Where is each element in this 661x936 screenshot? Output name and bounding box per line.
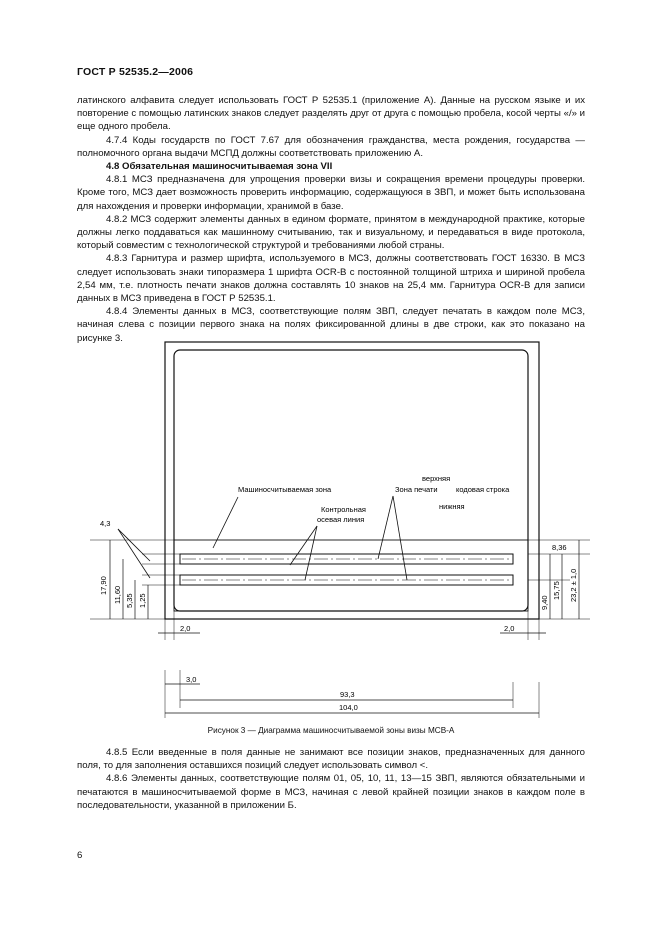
label-control-2: осевая линия — [317, 515, 365, 524]
dim-93-3: 93,3 — [340, 690, 355, 699]
dim-11-60: 11,60 — [113, 585, 122, 604]
lower-text — [77, 746, 585, 812]
section-heading-4-8: 4.8 Обязательная машиносчитываемая зона VII — [106, 161, 333, 173]
dim-9-40: 9,40 — [540, 595, 549, 610]
label-upper: верхняя — [422, 474, 451, 483]
paragraph-4-8-4: 4.8.4 Элементы данных в МСЗ, соответствующие полям ЗВП, следует печатать в каждом поле МСЗ, начиная слева с позиции первого знака на полях фиксированной длины в две строки, как это показано на рисунке 3. — [77, 306, 585, 344]
paragraph-4-8-3: 4.8.3 Гарнитура и размер шрифта, используемого в МСЗ, должны соответствовать ГОСТ 16330. В МСЗ следует использовать знаки типоразмера 1 шрифта OCR-B с постоянной толщиной штриха и шириной пробела 2,54 мм, т.е. плотность печати знаков должна составлять 10 знаков на 25,4 мм. Гарнитура OCR-B для записи данных в МСЗ приведена в ГОСТ Р 52535.1. — [77, 253, 585, 305]
dim-8-36: 8,36 — [552, 543, 567, 552]
label-print-zone: Зона печати — [395, 485, 438, 494]
label-lower: нижняя — [439, 502, 465, 511]
label-control-1: Контрольная — [321, 505, 366, 514]
document-header: ГОСТ Р 52535.2—2006 — [77, 66, 194, 78]
page-number: 6 — [77, 850, 83, 861]
dim-104-0: 104,0 — [339, 703, 358, 712]
dim-2-0-left: 2,0 — [180, 624, 191, 633]
visa-outer-border — [165, 342, 539, 619]
paragraph-continuation: латинского алфавита следует использовать ГОСТ Р 52535.1 (приложение А). Данные на русском языке и их повторение с помощью латинских знаков следует разделять друг от друга с помощью пробела, косой черты «/» и еще одного пробела. — [77, 95, 585, 133]
visa-inner-border — [174, 350, 528, 611]
dim-15-75: 15,75 — [552, 581, 561, 600]
paragraph-4-8-5: 4.8.5 Если введенные в поля данные не занимают все позиции знаков, предназначенных для данного поля, то для заполнения оставшихся позиций следует использовать символ <. — [77, 747, 585, 772]
paragraph-4-8-1: 4.8.1 МСЗ предназначена для упрощения проверки визы и сокращения времени процедуры проверки. Кроме того, МСЗ дает возможность проверить информацию, содержащуюся в ЗВП, и может быть использована для нахождения и проверки информации, хранимой в базе. — [77, 174, 585, 212]
label-code-line: кодовая строка — [456, 485, 510, 494]
dim-5-35: 5,35 — [125, 593, 134, 608]
dim-4-3: 4,3 — [100, 519, 111, 528]
paragraph-4-8-6: 4.8.6 Элементы данных, соответствующие полям 01, 05, 10, 11, 13—15 ЗВП, являются обязательными и печатаются в машиносчитываемой форме в МСЗ, начиная с левой крайней позиции знаков в каждом поле в последовательности, указанной в приложении Б. — [77, 773, 585, 811]
figure-caption: Рисунок 3 — Диаграмма машиносчитываемой зоны визы МСВ-А — [207, 726, 455, 735]
paragraph-4-7-4: 4.7.4 Коды государств по ГОСТ 7.67 для обозначения гражданства, места рождения, государства — полномочного органа выдачи МСПД должны соответствовать приложению А. — [77, 134, 585, 159]
mrz-diagram — [90, 340, 590, 720]
dim-1-25: 1,25 — [138, 593, 147, 608]
dim-17-90: 17,90 — [99, 576, 108, 595]
body-text — [77, 94, 585, 345]
label-mrz: Машиносчитываемая зона — [238, 485, 332, 494]
dim-23-2: 23,2 ± 1,0 — [569, 568, 578, 602]
dim-2-0-right: 2,0 — [504, 624, 515, 633]
paragraph-4-8-2: 4.8.2 МСЗ содержит элементы данных в едином формате, принятом в международной практике, которые должны легко поддаваться как машинному считыванию, так и визуальному, и передаваться в виде протокола, который совместим с технологической структурой и требованиями любой страны. — [77, 213, 585, 252]
dim-3-0: 3,0 — [186, 675, 197, 684]
